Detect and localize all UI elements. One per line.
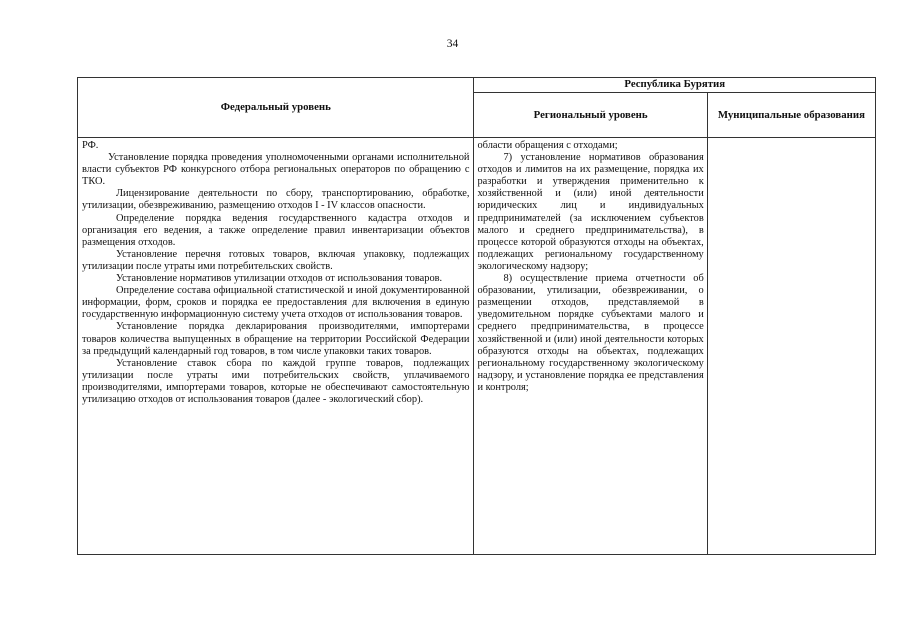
page-number: 34 [446,38,459,50]
federal-paragraph: Установление нормативов утилизации отходов от использования товаров. [116,273,443,285]
federal-cell [78,138,474,555]
regional-paragraph: 8) осуществление приема отчетности об образовании, утилизации, обезвреживании, о размещении отходов, представляемой в уведомительном порядке субъектами малого и среднего предпринимательства, в процессе хозяйственной и (или) иной деятельности которых образуются отходы на объектах, подлежащих региональному государственному экологическому надзору, и установление порядка ее представления и контроля; [477,273,704,393]
header-municipal: Муниципальные образования [707,93,875,138]
federal-paragraph: Установление порядка проведения уполномоченными органами исполнительной власти субъектов РФ конкурсного отбора региональных операторов по обращению с ТКО. [82,152,470,188]
table-row [78,138,876,555]
federal-paragraph: Установление перечня готовых товаров, включая упаковку, подлежащих утилизации после утраты ими потребительских свойств. [82,248,470,272]
regional-paragraph: области обращения с отходами; [477,140,618,151]
table-header-row-1 [78,78,876,93]
regional-cell [474,138,707,555]
regional-paragraph: 7) установление нормативов образования отходов и лимитов на их размещение, порядка их разработки и утверждения применительно к хозяйственной и (или) иной деятельности юридических лиц и индивидуальных предпринимателей (за исключением субъектов малого и среднего предпринимательства), в процессе которой образуются отходы на объектах, подлежащих региональному государственному экологическому надзору; [477,152,704,272]
federal-paragraph: Определение порядка ведения государственного кадастра отходов и организация его ведения, а также определение правил инвентаризации объектов размещения отходов. [82,212,470,248]
header-regional-level: Региональный уровень [474,93,707,138]
federal-paragraph: Установление ставок сбора по каждой группе товаров, подлежащих утилизации после утраты ими потребительских свойств, уплачиваемого производителями, импортерами товаров, которые не обеспечивают самостоятельную утилизацию отходов от использования товаров (далее - экологический сбор). [82,357,470,405]
municipal-cell [707,138,875,555]
federal-paragraph: РФ. [82,140,99,151]
header-federal-level: Федеральный уровень [78,78,474,138]
federal-paragraph: Определение состава официальной статистической и иной документированной информации, форм, сроков и порядка ее предоставления для включения в единую государственную информационную систему учета отходов от использования товаров. [82,285,470,321]
federal-paragraph: Установление порядка декларирования производителями, импортерами товаров количества выпущенных в обращение на территории Российской Федерации за предыдущий календарный год товаров, в том числе упаковки таких товаров. [82,321,470,357]
federal-paragraph: Лицензирование деятельности по сбору, транспортированию, обработке, утилизации, обезвреживанию, размещению отходов I - IV классов опасности. [82,188,470,212]
responsibilities-table [77,77,876,555]
header-republic: Республика Бурятия [474,78,876,93]
